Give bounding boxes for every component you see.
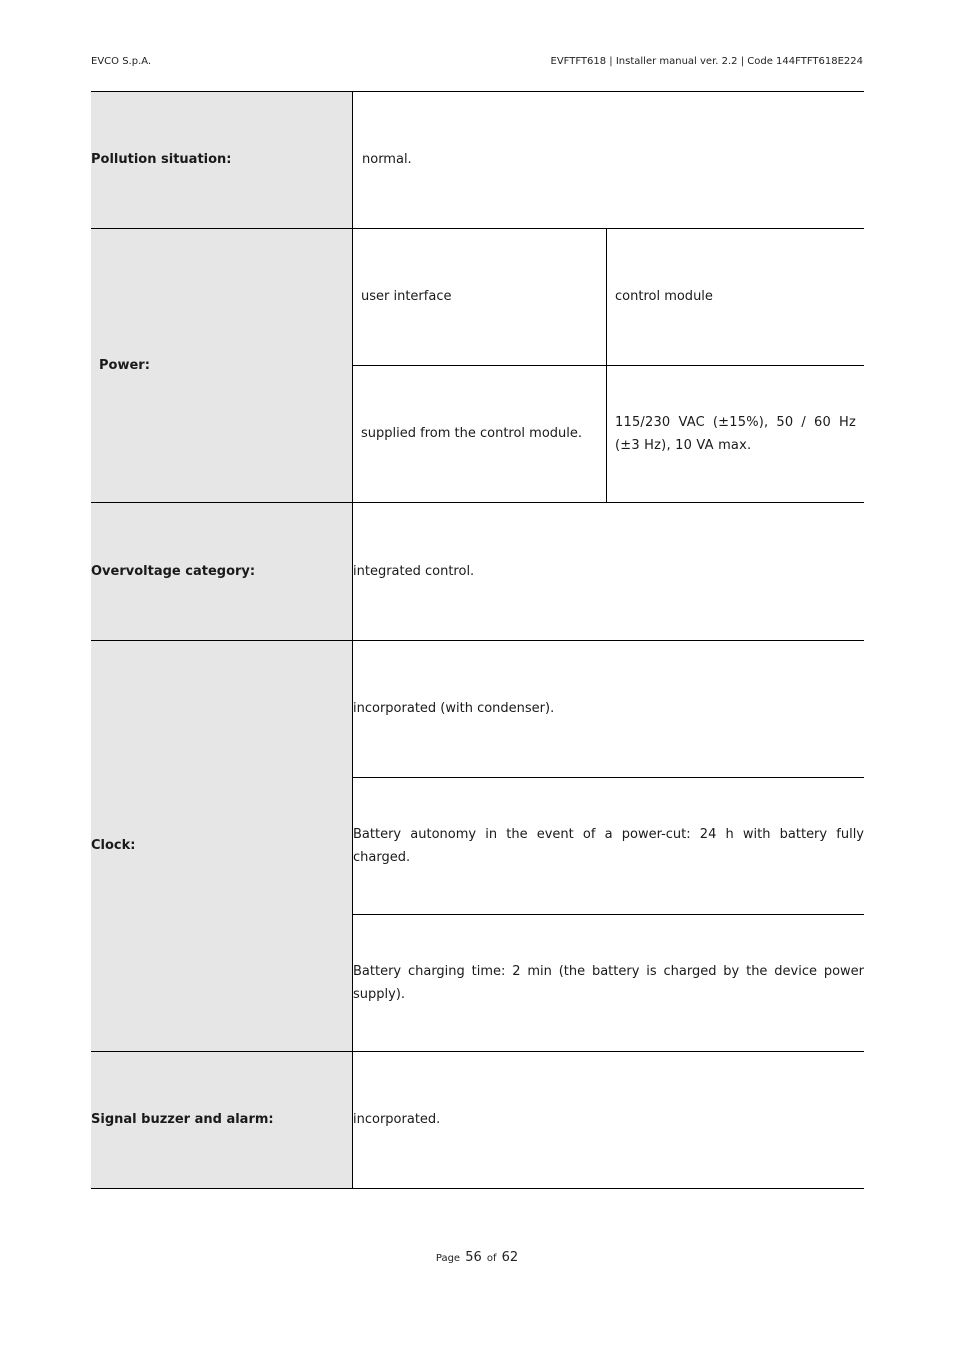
label-power-text: Power: [99,357,150,373]
value-buzzer [353,1051,864,1188]
rule-row1 [91,228,864,229]
power-col2-head-text: control module [615,289,713,304]
value-clock-1-text: incorporated (with condenser). [353,701,555,716]
value-clock-2 [353,777,864,914]
value-clock-3-text: Battery charging time: 2 min (the battery is charged by the device power supply). [353,963,864,1002]
rule-power-col-divider [606,228,607,502]
label-overvoltage-text: Overvoltage category: [91,563,256,579]
footer-of-word: of [486,1253,497,1264]
rule-power-mid [353,365,864,366]
rule-bottom [91,1188,864,1189]
footer-page-word: Page [435,1253,461,1264]
rule-row4 [91,1051,864,1052]
power-col1-head-text: user interface [361,289,452,304]
value-overvoltage [353,502,864,640]
rule-row3 [91,640,864,641]
label-clock-text: Clock: [91,838,136,853]
rule-clock-a [353,777,864,778]
value-clock-2-text: Battery autonomy in the event of a power-cut: 24 h with battery fully charged. [353,826,864,865]
footer-page-total: 62 [501,1250,519,1265]
header-doc-info: EVFTFT618 | Installer manual ver. 2.2 | Code 144FTFT618E224 [550,56,863,67]
value-pollution-text: normal. [362,152,412,167]
rule-clock-b [353,914,864,915]
label-buzzer [91,1051,352,1188]
page-footer [0,1246,954,1265]
label-pollution-text: Pollution situation: [91,152,232,167]
label-power [91,228,352,502]
power-col2-head [607,228,864,365]
rule-row2 [91,502,864,503]
label-buzzer-text: Signal buzzer and alarm: [91,1112,274,1127]
footer-page-num: 56 [465,1250,482,1265]
value-clock-3 [353,914,864,1051]
label-clock [91,640,352,1051]
value-overvoltage-text: integrated control. [353,563,475,579]
spec-table [91,91,864,1189]
value-clock-1 [353,640,864,777]
rule-col-divider [352,91,353,1189]
value-buzzer-text: incorporated. [353,1112,441,1127]
header-company: EVCO S.p.A. [91,56,152,67]
power-col1-value [353,365,606,502]
power-col2-value-text: 115/230 VAC (±15%), 50 / 60 Hz (±3 Hz), 10 VA max. [615,414,856,453]
power-col1-head [353,228,606,365]
label-pollution [91,91,352,228]
power-col1-value-text: supplied from the control module. [361,426,583,441]
rule-top [91,91,864,92]
value-pollution [353,91,864,228]
label-overvoltage [91,502,352,640]
power-col2-value [607,365,864,502]
